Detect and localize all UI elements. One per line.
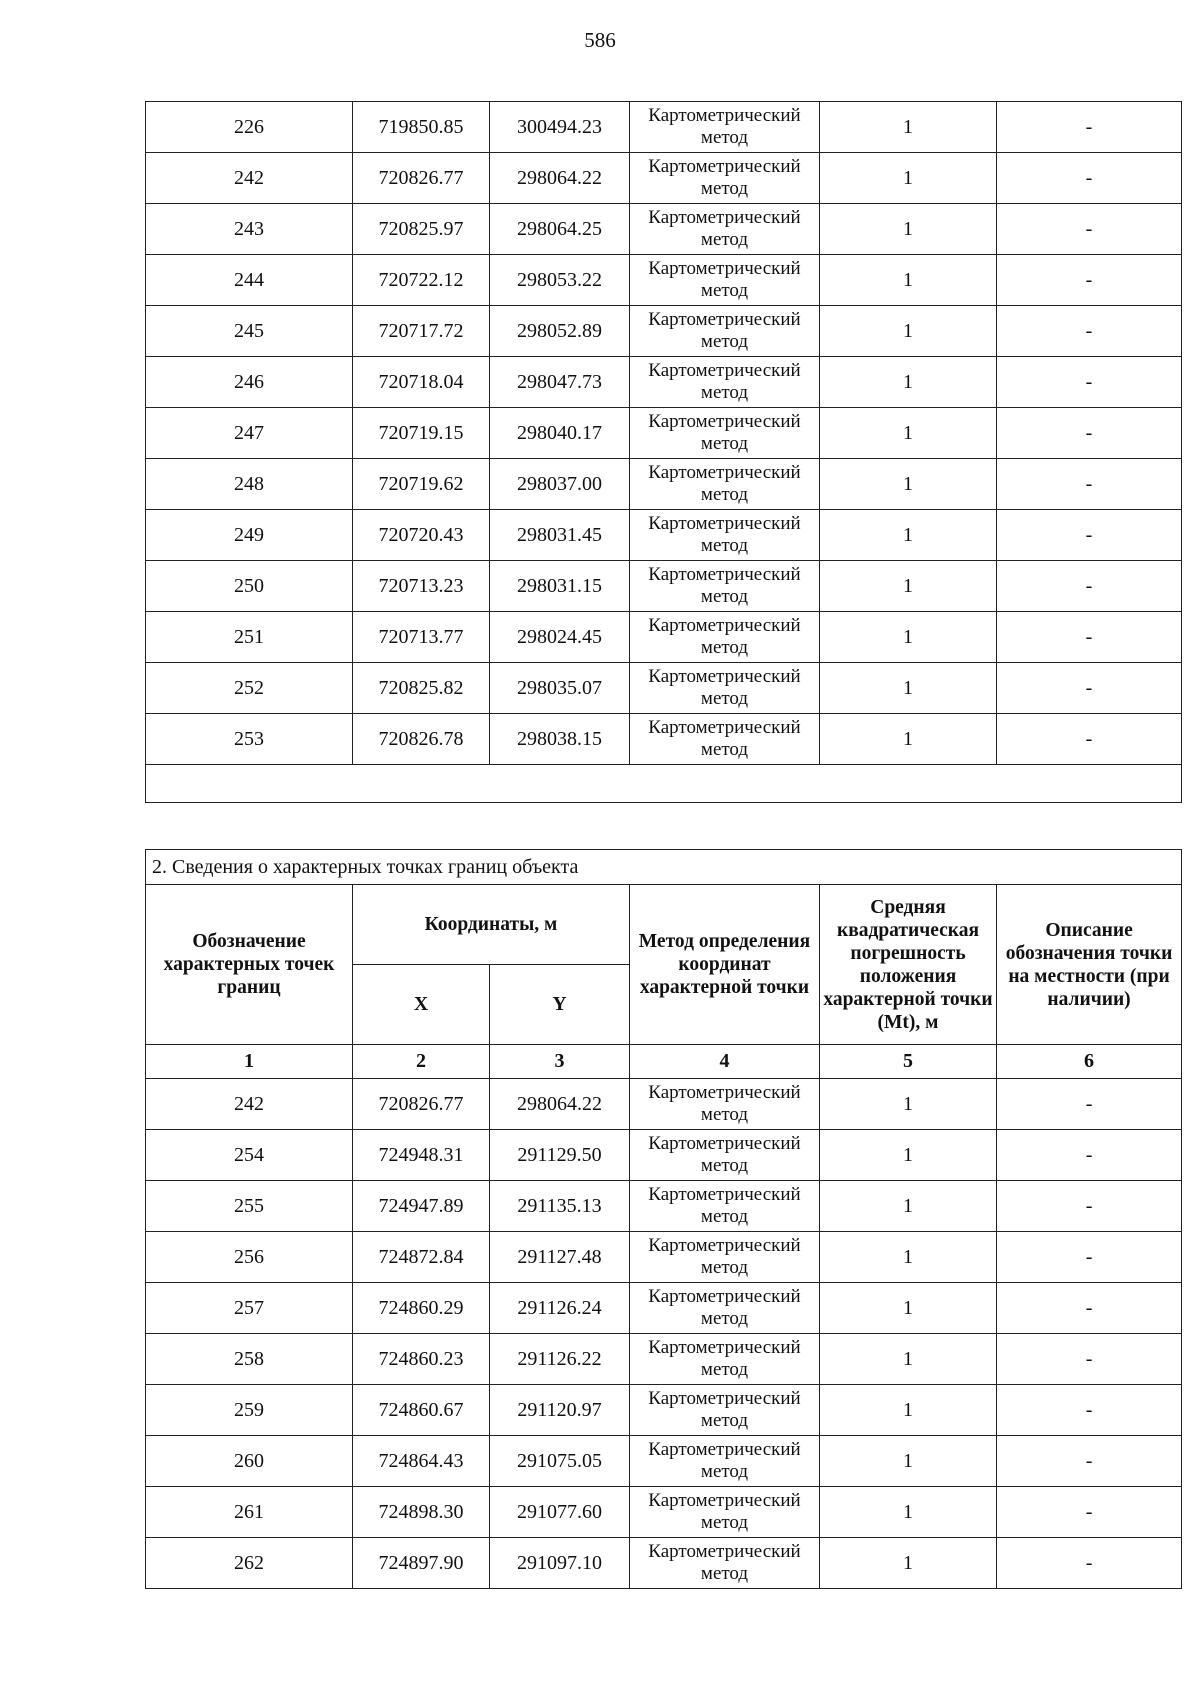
table-row — [146, 1232, 1182, 1283]
point-cell: 245 — [146, 306, 353, 357]
table-row — [146, 459, 1182, 510]
table-row — [146, 663, 1182, 714]
description-cell: - — [997, 102, 1182, 153]
description-cell: - — [997, 1079, 1182, 1130]
point-cell: 250 — [146, 561, 353, 612]
y-coordinate-cell: 298064.22 — [490, 1079, 630, 1130]
boundary-points-table — [145, 849, 1182, 1589]
header-description: Описание обозначения точки на местности (при наличии) — [997, 885, 1182, 1045]
mt-cell: 1 — [820, 1130, 997, 1181]
description-cell: - — [997, 1385, 1182, 1436]
method-cell: Картометрический метод — [630, 153, 820, 204]
column-number: 4 — [630, 1045, 820, 1079]
mt-cell: 1 — [820, 153, 997, 204]
description-cell: - — [997, 714, 1182, 765]
table-row — [146, 255, 1182, 306]
description-cell: - — [997, 561, 1182, 612]
x-coordinate-cell: 720713.77 — [353, 612, 490, 663]
table-row — [146, 612, 1182, 663]
point-cell: 242 — [146, 153, 353, 204]
method-cell: Картометрический метод — [630, 459, 820, 510]
y-coordinate-cell: 291129.50 — [490, 1130, 630, 1181]
x-coordinate-cell: 720826.77 — [353, 1079, 490, 1130]
mt-cell: 1 — [820, 561, 997, 612]
description-cell: - — [997, 1130, 1182, 1181]
table-row — [146, 1334, 1182, 1385]
description-cell: - — [997, 1538, 1182, 1589]
point-cell: 249 — [146, 510, 353, 561]
y-coordinate-cell: 298047.73 — [490, 357, 630, 408]
method-cell: Картометрический метод — [630, 1487, 820, 1538]
table-row — [146, 102, 1182, 153]
table-row — [146, 204, 1182, 255]
point-cell: 255 — [146, 1181, 353, 1232]
y-coordinate-cell: 298031.45 — [490, 510, 630, 561]
method-cell: Картометрический метод — [630, 255, 820, 306]
table-row — [146, 1130, 1182, 1181]
mt-cell: 1 — [820, 255, 997, 306]
table-row — [146, 1283, 1182, 1334]
x-coordinate-cell: 720825.82 — [353, 663, 490, 714]
mt-cell: 1 — [820, 1538, 997, 1589]
y-coordinate-cell: 298031.15 — [490, 561, 630, 612]
x-coordinate-cell: 724948.31 — [353, 1130, 490, 1181]
mt-cell: 1 — [820, 204, 997, 255]
header-mt: Средняя квадратическая погрешность положения характерной точки (Mt), м — [820, 885, 997, 1045]
mt-cell: 1 — [820, 663, 997, 714]
y-coordinate-cell: 298064.22 — [490, 153, 630, 204]
table-row — [146, 714, 1182, 765]
header-x: X — [353, 965, 490, 1045]
method-cell: Картометрический метод — [630, 1334, 820, 1385]
method-cell: Картометрический метод — [630, 408, 820, 459]
section-title-row — [146, 850, 1182, 885]
description-cell: - — [997, 663, 1182, 714]
method-cell: Картометрический метод — [630, 1232, 820, 1283]
point-cell: 247 — [146, 408, 353, 459]
x-coordinate-cell: 724898.30 — [353, 1487, 490, 1538]
table-row — [146, 1385, 1182, 1436]
y-coordinate-cell: 291126.22 — [490, 1334, 630, 1385]
description-cell: - — [997, 1283, 1182, 1334]
table-row — [146, 306, 1182, 357]
x-coordinate-cell: 720719.62 — [353, 459, 490, 510]
mt-cell: 1 — [820, 1436, 997, 1487]
y-coordinate-cell: 291127.48 — [490, 1232, 630, 1283]
description-cell: - — [997, 408, 1182, 459]
point-cell: 251 — [146, 612, 353, 663]
x-coordinate-cell: 720718.04 — [353, 357, 490, 408]
x-coordinate-cell: 720825.97 — [353, 204, 490, 255]
description-cell: - — [997, 153, 1182, 204]
y-coordinate-cell: 298037.00 — [490, 459, 630, 510]
x-coordinate-cell: 720826.78 — [353, 714, 490, 765]
table1-empty-row — [146, 765, 1182, 803]
section-title: 2. Сведения о характерных точках границ объекта — [146, 850, 1182, 885]
x-coordinate-cell: 720713.23 — [353, 561, 490, 612]
header-point: Обозначение характерных точек границ — [146, 885, 353, 1045]
y-coordinate-cell: 291097.10 — [490, 1538, 630, 1589]
method-cell: Картометрический метод — [630, 1130, 820, 1181]
mt-cell: 1 — [820, 1181, 997, 1232]
x-coordinate-cell: 724860.67 — [353, 1385, 490, 1436]
column-numbers-row — [146, 1045, 1182, 1079]
table-row — [146, 510, 1182, 561]
description-cell: - — [997, 1334, 1182, 1385]
y-coordinate-cell: 291120.97 — [490, 1385, 630, 1436]
header-coordinates: Координаты, м — [353, 885, 630, 965]
point-cell: 254 — [146, 1130, 353, 1181]
table-row — [146, 1487, 1182, 1538]
x-coordinate-cell: 724872.84 — [353, 1232, 490, 1283]
mt-cell: 1 — [820, 1283, 997, 1334]
mt-cell: 1 — [820, 1487, 997, 1538]
y-coordinate-cell: 298024.45 — [490, 612, 630, 663]
x-coordinate-cell: 720719.15 — [353, 408, 490, 459]
y-coordinate-cell: 291075.05 — [490, 1436, 630, 1487]
method-cell: Картометрический метод — [630, 714, 820, 765]
y-coordinate-cell: 298038.15 — [490, 714, 630, 765]
point-cell: 253 — [146, 714, 353, 765]
mt-cell: 1 — [820, 1079, 997, 1130]
x-coordinate-cell: 720717.72 — [353, 306, 490, 357]
description-cell: - — [997, 306, 1182, 357]
description-cell: - — [997, 204, 1182, 255]
header-method: Метод определения координат характерной точки — [630, 885, 820, 1045]
table1-body — [146, 102, 1182, 765]
point-cell: 256 — [146, 1232, 353, 1283]
table-row — [146, 1079, 1182, 1130]
column-number: 5 — [820, 1045, 997, 1079]
method-cell: Картометрический метод — [630, 1385, 820, 1436]
table-row — [146, 408, 1182, 459]
page-number: 586 — [584, 28, 616, 52]
y-coordinate-cell: 291126.24 — [490, 1283, 630, 1334]
x-coordinate-cell: 724947.89 — [353, 1181, 490, 1232]
table-row — [146, 357, 1182, 408]
x-coordinate-cell: 720826.77 — [353, 153, 490, 204]
method-cell: Картометрический метод — [630, 204, 820, 255]
method-cell: Картометрический метод — [630, 663, 820, 714]
point-cell: 261 — [146, 1487, 353, 1538]
header-y: Y — [490, 965, 630, 1045]
method-cell: Картометрический метод — [630, 306, 820, 357]
description-cell: - — [997, 1436, 1182, 1487]
table-row — [146, 1181, 1182, 1232]
mt-cell: 1 — [820, 408, 997, 459]
table-row — [146, 153, 1182, 204]
table2-body — [146, 1079, 1182, 1589]
point-cell: 246 — [146, 357, 353, 408]
mt-cell: 1 — [820, 612, 997, 663]
mt-cell: 1 — [820, 1334, 997, 1385]
x-coordinate-cell: 720720.43 — [353, 510, 490, 561]
y-coordinate-cell: 291077.60 — [490, 1487, 630, 1538]
x-coordinate-cell: 724897.90 — [353, 1538, 490, 1589]
method-cell: Картометрический метод — [630, 561, 820, 612]
method-cell: Картометрический метод — [630, 1436, 820, 1487]
point-cell: 257 — [146, 1283, 353, 1334]
point-cell: 243 — [146, 204, 353, 255]
x-coordinate-cell: 724860.23 — [353, 1334, 490, 1385]
method-cell: Картометрический метод — [630, 612, 820, 663]
mt-cell: 1 — [820, 102, 997, 153]
method-cell: Картометрический метод — [630, 510, 820, 561]
point-cell: 260 — [146, 1436, 353, 1487]
description-cell: - — [997, 255, 1182, 306]
table-row — [146, 1538, 1182, 1589]
mt-cell: 1 — [820, 459, 997, 510]
point-cell: 226 — [146, 102, 353, 153]
table-row — [146, 561, 1182, 612]
mt-cell: 1 — [820, 1385, 997, 1436]
empty-cell — [146, 765, 1182, 803]
coordinates-table-continued — [145, 101, 1182, 803]
mt-cell: 1 — [820, 357, 997, 408]
point-cell: 262 — [146, 1538, 353, 1589]
x-coordinate-cell: 724864.43 — [353, 1436, 490, 1487]
description-cell: - — [997, 1232, 1182, 1283]
method-cell: Картометрический метод — [630, 1079, 820, 1130]
y-coordinate-cell: 298035.07 — [490, 663, 630, 714]
method-cell: Картометрический метод — [630, 357, 820, 408]
mt-cell: 1 — [820, 510, 997, 561]
description-cell: - — [997, 612, 1182, 663]
description-cell: - — [997, 1181, 1182, 1232]
description-cell: - — [997, 1487, 1182, 1538]
description-cell: - — [997, 510, 1182, 561]
x-coordinate-cell: 719850.85 — [353, 102, 490, 153]
x-coordinate-cell: 720722.12 — [353, 255, 490, 306]
method-cell: Картометрический метод — [630, 102, 820, 153]
point-cell: 248 — [146, 459, 353, 510]
point-cell: 242 — [146, 1079, 353, 1130]
point-cell: 252 — [146, 663, 353, 714]
mt-cell: 1 — [820, 306, 997, 357]
point-cell: 258 — [146, 1334, 353, 1385]
y-coordinate-cell: 298040.17 — [490, 408, 630, 459]
method-cell: Картометрический метод — [630, 1538, 820, 1589]
point-cell: 259 — [146, 1385, 353, 1436]
y-coordinate-cell: 298052.89 — [490, 306, 630, 357]
mt-cell: 1 — [820, 714, 997, 765]
y-coordinate-cell: 291135.13 — [490, 1181, 630, 1232]
mt-cell: 1 — [820, 1232, 997, 1283]
y-coordinate-cell: 300494.23 — [490, 102, 630, 153]
column-number: 3 — [490, 1045, 630, 1079]
description-cell: - — [997, 459, 1182, 510]
table-row — [146, 1436, 1182, 1487]
column-number: 1 — [146, 1045, 353, 1079]
y-coordinate-cell: 298053.22 — [490, 255, 630, 306]
y-coordinate-cell: 298064.25 — [490, 204, 630, 255]
method-cell: Картометрический метод — [630, 1283, 820, 1334]
column-number: 2 — [353, 1045, 490, 1079]
header-row-1 — [146, 885, 1182, 965]
x-coordinate-cell: 724860.29 — [353, 1283, 490, 1334]
column-number: 6 — [997, 1045, 1182, 1079]
method-cell: Картометрический метод — [630, 1181, 820, 1232]
description-cell: - — [997, 357, 1182, 408]
point-cell: 244 — [146, 255, 353, 306]
